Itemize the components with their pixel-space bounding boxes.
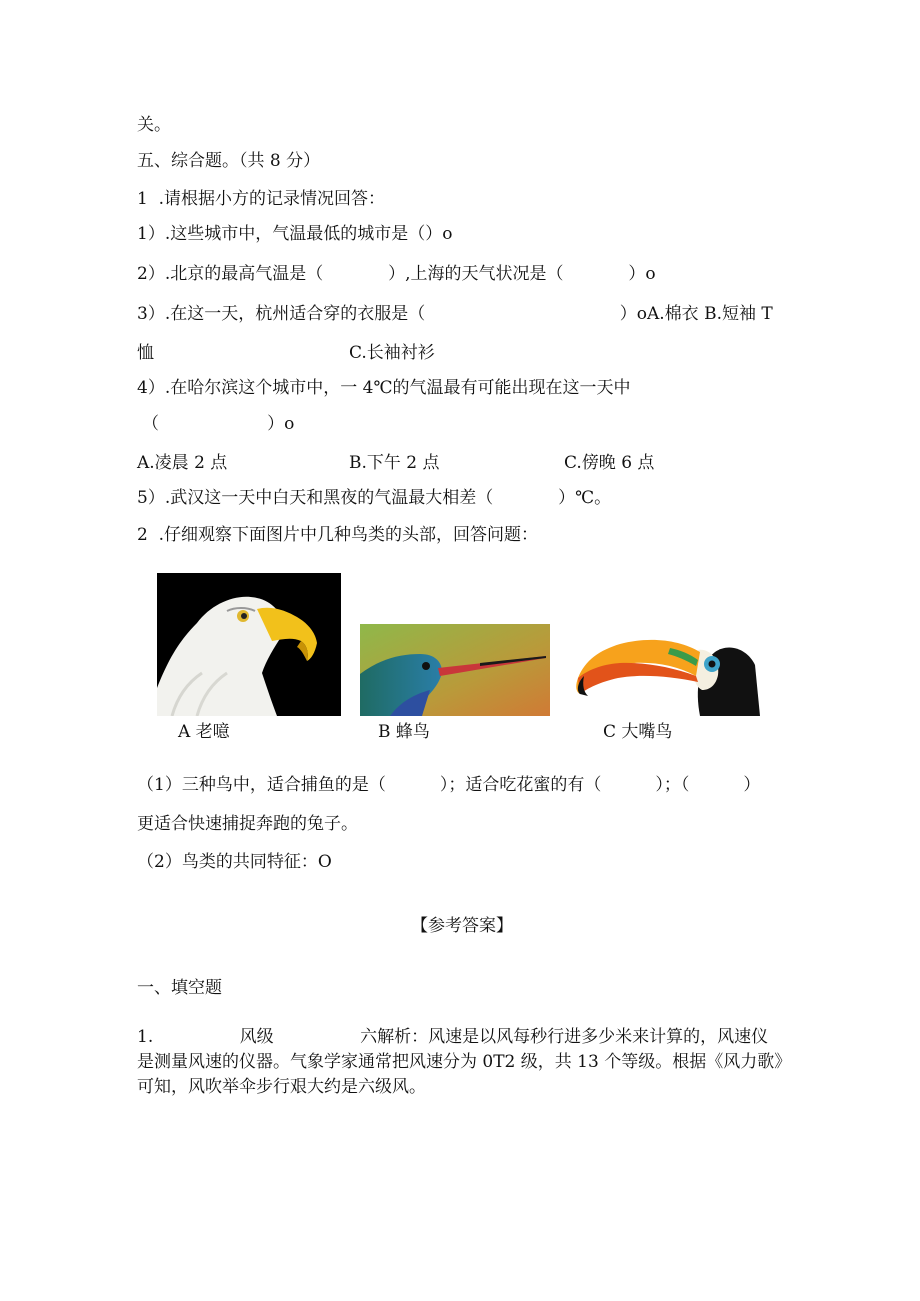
- option-a: A.凌晨 2 点: [137, 453, 228, 473]
- question-2-title: 2 .仔细观察下面图片中几种鸟类的头部，回答问题：: [137, 525, 539, 545]
- option-b: B.下午 2 点: [349, 453, 440, 473]
- toucan-image: [570, 630, 760, 716]
- answer-line: 是测量风速的仪器。气象学家通常把风速分为 0T2 级，共 13 个等级。根据《风力歌》: [137, 1052, 792, 1072]
- question-1-title: 1 .请根据小方的记录情况回答：: [137, 189, 386, 209]
- question-1-4: 4）.在哈尔滨这个城市中，一 4℃的气温最有可能出现在这一天中: [137, 378, 631, 398]
- bird-c-caption: C 大嘴鸟: [603, 722, 673, 742]
- bird-a-caption: A 老噫: [178, 722, 230, 742]
- question-2-1: （1）三种鸟中，适合捕鱼的是（ ）；适合吃花蜜的有（ ）；（ ）: [137, 775, 761, 795]
- question-1-5: 5）.武汉这一天中白天和黑夜的气温最大相差（ ）℃。: [137, 488, 612, 508]
- question-1-2: 2）.北京的最高气温是（ ）,上海的天气状况是（ ）o: [137, 264, 656, 284]
- question-2-2: （2）鸟类的共同特征：O: [137, 852, 332, 872]
- question-1-1: 1）.这些城市中，气温最低的城市是（）o: [137, 224, 453, 244]
- eagle-image: [157, 573, 341, 716]
- question-2-1-cont: 更适合快速捕捉奔跑的兔子。: [137, 814, 358, 834]
- hummingbird-image: [360, 624, 550, 716]
- section-title: 五、综合题。（共 8 分）: [137, 151, 321, 171]
- option-c: C.傍晚 6 点: [564, 453, 655, 473]
- bird-b-caption: B 蜂鸟: [378, 722, 430, 742]
- option-c-shirt: C.长袖衬衫: [349, 343, 435, 363]
- question-1-3-cont: 恤: [137, 343, 154, 363]
- answer-blank: （ ）o: [142, 414, 295, 434]
- answer-line: 可知，风吹举伞步行艰大约是六级风。: [137, 1077, 426, 1097]
- question-1-3: 3）.在这一天，杭州适合穿的衣服是（ ）oA.棉衣 B.短袖 T: [137, 304, 773, 324]
- answer-line: 1. 风级 六解析：风速是以风每秒行进多少米来计算的，风速仪: [137, 1027, 769, 1047]
- text-line: 关。: [137, 115, 171, 135]
- answers-heading: 【参考答案】: [411, 916, 513, 936]
- answers-section: 一、填空题: [137, 978, 222, 998]
